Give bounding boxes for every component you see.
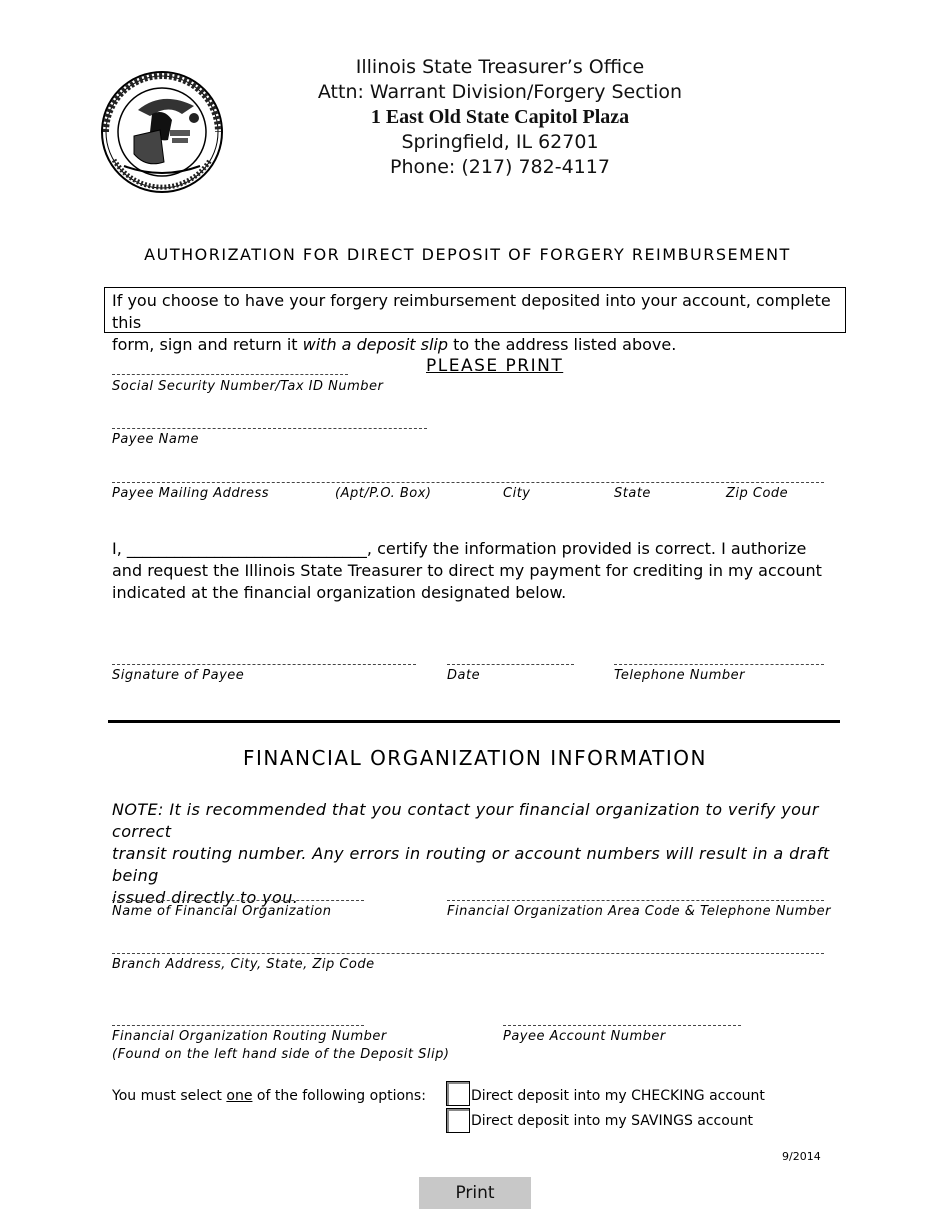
print-button[interactable]: Print <box>419 1177 531 1209</box>
instructions-text: form, sign and return it <box>112 335 303 354</box>
prompt-text: You must select <box>112 1088 227 1104</box>
checking-checkbox[interactable] <box>446 1081 470 1106</box>
financial-note <box>112 799 842 909</box>
branch-address-input-line[interactable] <box>112 953 824 954</box>
routing-number-note: (Found on the left hand side of the Deposit Slip) <box>112 1047 450 1062</box>
checking-option-label: Direct deposit into my CHECKING account <box>471 1088 765 1104</box>
date-label: Date <box>447 668 481 683</box>
org-phone-input-line[interactable] <box>447 900 824 901</box>
apt-label: (Apt/P.O. Box) <box>335 486 432 501</box>
org-phone-label: Financial Organization Area Code & Telephone Number <box>447 904 831 919</box>
signature-label: Signature of Payee <box>112 668 245 683</box>
instructions-line-2 <box>112 334 838 356</box>
mailing-address-input-line[interactable] <box>112 482 824 483</box>
ssn-label: Social Security Number/Tax ID Number <box>112 379 384 394</box>
note-text-1: It is recommended that you contact your financial organization to verify your correct <box>112 800 819 841</box>
certification-line-3: indicated at the financial organization designated below. <box>112 583 567 602</box>
financial-section-title: FINANCIAL ORGANIZATION INFORMATION <box>243 746 707 770</box>
state-label: State <box>614 486 651 501</box>
city-state-zip: Springfield, IL 62701 <box>401 131 599 153</box>
branch-address-label: Branch Address, City, State, Zip Code <box>112 957 375 972</box>
form-title: AUTHORIZATION FOR DIRECT DEPOSIT OF FORGERY REIMBURSEMENT <box>144 245 791 264</box>
section-divider <box>108 720 840 723</box>
mailing-address-label: Payee Mailing Address <box>112 486 270 501</box>
routing-number-input-line[interactable] <box>112 1025 364 1026</box>
prompt-text-end: of the following options: <box>252 1088 426 1104</box>
instructions-emphasis: with a deposit slip <box>302 335 449 354</box>
account-number-label: Payee Account Number <box>503 1029 666 1044</box>
state-seal-icon <box>98 70 226 194</box>
note-line-2: transit routing number. Any errors in routing or account numbers will result in a draft being <box>112 844 830 885</box>
payee-name-input-line[interactable] <box>112 428 427 429</box>
account-number-input-line[interactable] <box>503 1025 741 1026</box>
payee-name-label: Payee Name <box>112 432 199 447</box>
note-label: NOTE: <box>112 800 164 819</box>
city-label: City <box>503 486 531 501</box>
certification-line-1: I, ______________________________, certify the information provided is correct. I authorize <box>112 539 807 558</box>
signature-input-line[interactable] <box>112 664 416 665</box>
date-input-line[interactable] <box>447 664 574 665</box>
org-name-label: Name of Financial Organization <box>112 904 332 919</box>
form-version: 9/2014 <box>782 1150 821 1163</box>
prompt-one: one <box>226 1088 253 1104</box>
instructions-box <box>104 287 846 354</box>
note-line-1 <box>112 799 842 843</box>
org-name-input-line[interactable] <box>112 900 364 901</box>
routing-number-label: Financial Organization Routing Number <box>112 1029 387 1044</box>
select-one-prompt <box>112 1088 426 1104</box>
note-line-3: issued directly to you. <box>112 888 299 907</box>
phone-number: Phone: (217) 782-4117 <box>390 156 610 178</box>
instructions-text-end: to the address listed above. <box>448 335 677 354</box>
attention-line: Attn: Warrant Division/Forgery Section <box>317 81 683 103</box>
please-print-label: PLEASE PRINT <box>426 356 564 376</box>
ssn-input-line[interactable] <box>112 374 348 375</box>
office-name: Illinois State Treasurer’s Office <box>355 56 645 78</box>
certification-line-2: and request the Illinois State Treasurer to direct my payment for crediting in my account <box>112 561 822 580</box>
telephone-input-line[interactable] <box>614 664 824 665</box>
zip-label: Zip Code <box>726 486 789 501</box>
street-address: 1 East Old State Capitol Plaza <box>370 106 630 128</box>
telephone-label: Telephone Number <box>614 668 745 683</box>
savings-checkbox[interactable] <box>446 1108 470 1133</box>
instructions-line-1: If you choose to have your forgery reimbursement deposited into your account, complete this <box>112 291 831 332</box>
savings-option-label: Direct deposit into my SAVINGS account <box>471 1113 754 1129</box>
